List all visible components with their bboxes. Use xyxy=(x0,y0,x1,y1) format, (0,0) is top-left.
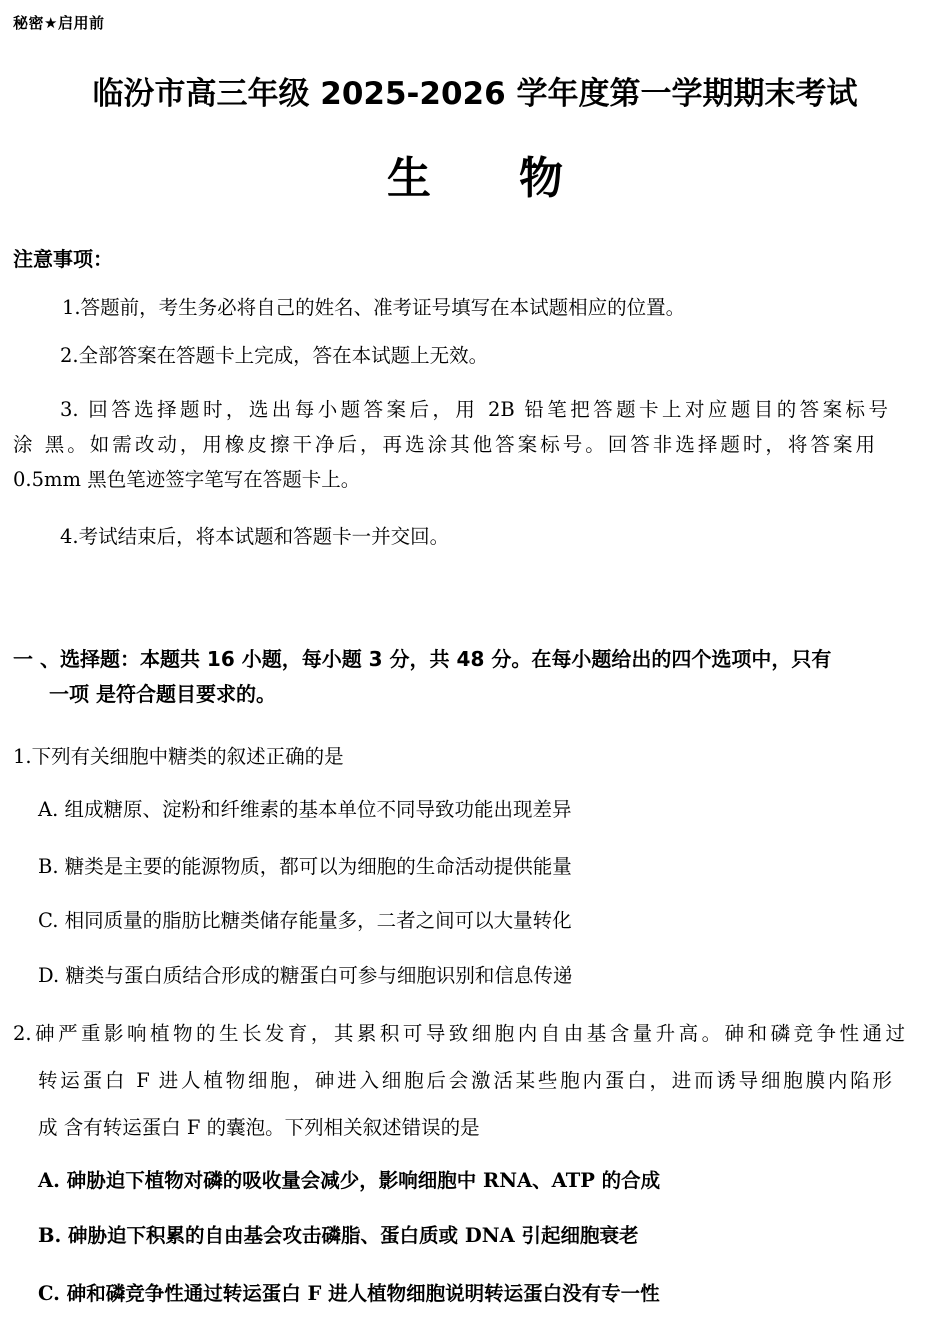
secret-mark: 秘密★启用前 xyxy=(13,14,105,32)
notice-item-3-line-2: 涂 黑。如需改动，用橡皮擦干净后，再选涂其他答案标号。回答非选择题时，将答案用 xyxy=(13,433,875,456)
notice-item-3-line-3: 0.5mm 黑色笔迹签字笔写在答题卡上。 xyxy=(13,468,361,491)
question-1-option-c: C. 相同质量的脂肪比糖类储存能量多，二者之间可以大量转化 xyxy=(38,909,572,932)
question-2-stem-line-1: 2.砷严重影响植物的生长发育，其累积可导致细胞内自由基含量升高。砷和磷竞争性通过 xyxy=(13,1022,905,1045)
section-1-heading-line-1: 一 、选择题：本题共 16 小题，每小题 3 分，共 48 分。在每小题给出的四个选项中，只有 xyxy=(13,647,832,671)
question-2-option-c: C. 砷和磷竞争性通过转运蛋白 F 进人植物细胞说明转运蛋白没有专一性 xyxy=(38,1282,660,1305)
notice-item-4: 4.考试结束后，将本试题和答题卡一并交回。 xyxy=(60,525,450,548)
notice-item-3-line-1: 3. 回答选择题时，选出每小题答案后，用 2B 铅笔把答题卡上对应题目的答案标号 xyxy=(60,398,888,421)
question-1-option-b: B. 糖类是主要的能源物质，都可以为细胞的生命活动提供能量 xyxy=(38,855,572,878)
notice-item-1: 1.答题前，考生务必将自己的姓名、准考证号填写在本试题相应的位置。 xyxy=(62,296,686,319)
subject-title: 生物 xyxy=(387,153,651,204)
question-1-stem: 1.下列有关细胞中糖类的叙述正确的是 xyxy=(13,745,344,768)
question-1-option-a: A. 组成糖原、淀粉和纤维素的基本单位不同导致功能出现差异 xyxy=(38,798,572,821)
section-1-heading-line-2: 一项 是符合题目要求的。 xyxy=(49,682,276,706)
question-2-option-a: A. 砷胁迫下植物对磷的吸收量会减少，影响细胞中 RNA、ATP 的合成 xyxy=(38,1169,661,1192)
notice-heading: 注意事项： xyxy=(13,247,113,271)
question-1-option-d: D. 糖类与蛋白质结合形成的糖蛋白可参与细胞识别和信息传递 xyxy=(38,964,573,987)
question-2-stem-line-2: 转运蛋白 F 进人植物细胞，砷进入细胞后会激活某些胞内蛋白，进而诱导细胞膜内陷形 xyxy=(38,1069,892,1092)
question-2-stem-line-3: 成 含有转运蛋白 F 的囊泡。下列相关叙述错误的是 xyxy=(38,1116,480,1139)
notice-item-2: 2.全部答案在答题卡上完成，答在本试题上无效。 xyxy=(60,344,489,367)
question-2-option-b: B. 砷胁迫下积累的自由基会攻击磷脂、蛋白质或 DNA 引起细胞衰老 xyxy=(38,1224,639,1247)
exam-title: 临汾市高三年级 2025-2026 学年度第一学期期末考试 xyxy=(92,76,858,112)
